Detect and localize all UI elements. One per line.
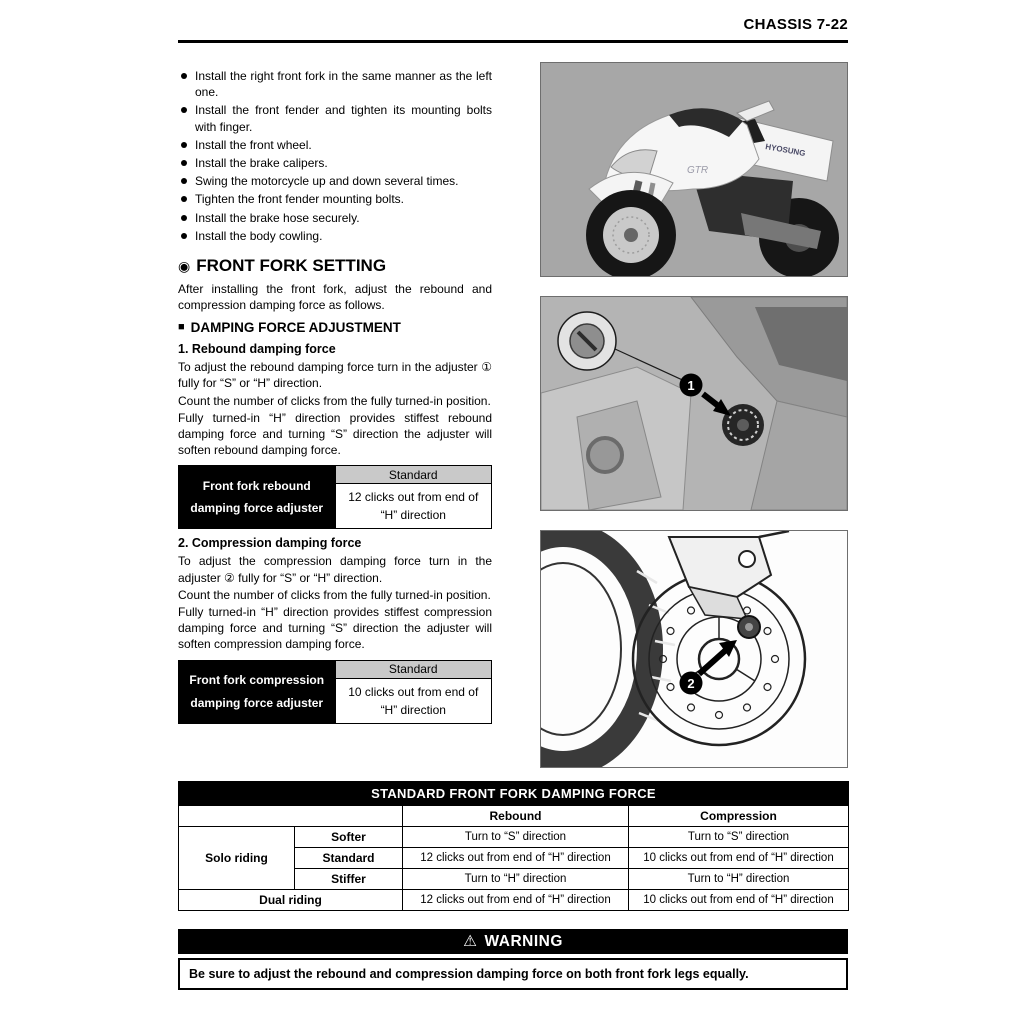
compression-value-cell: Turn to “S” direction	[629, 827, 849, 848]
section-marker-icon: ◉	[178, 257, 191, 274]
level-cell: Stiffer	[295, 869, 403, 890]
rebound-heading: 1. Rebound damping force	[178, 342, 336, 357]
rebound-table-value: 12 clicks out from end of “H” direction	[335, 484, 492, 529]
header-rule	[178, 40, 848, 43]
rebound-value-cell: Turn to “S” direction	[403, 827, 629, 848]
bullet-icon	[181, 160, 187, 166]
compression-table-label: Front fork compression damping force adjuster	[179, 660, 336, 723]
install-step-text: Install the right front fork in the same manner as the left one.	[195, 69, 492, 100]
bullet-icon	[181, 142, 187, 148]
table-row	[179, 660, 492, 678]
table-row	[179, 782, 849, 806]
install-step-text: Install the front wheel.	[195, 137, 312, 152]
figure-front-wheel-diagram	[540, 530, 848, 768]
empty-cell	[179, 806, 403, 827]
figure-fork-adjuster-diagram	[540, 296, 848, 511]
subsection-title: DAMPING FORCE ADJUSTMENT	[190, 320, 401, 336]
install-step-text: Install the brake hose securely.	[195, 210, 360, 225]
install-step-item	[178, 191, 492, 207]
callout-2-number: 2	[687, 676, 695, 691]
compression-heading: 2. Compression damping force	[178, 536, 362, 551]
bullet-icon	[181, 73, 187, 79]
chapter-page-number: CHASSIS 7-22	[743, 16, 848, 33]
rebound-table-header: Standard	[335, 466, 492, 484]
compression-paragraph: To adjust the compression damping force turn in the adjuster ② fully for “S” or “H” direction.	[178, 554, 492, 585]
rebound-paragraph: To adjust the rebound damping force turn in the adjuster ① fully for “S” or “H” direction.	[178, 360, 492, 391]
bullet-icon	[181, 215, 187, 221]
install-steps-list	[178, 68, 492, 244]
table-row	[179, 466, 492, 484]
axle-bolt	[588, 438, 622, 472]
tail-logo-text: HYOSUNG	[764, 142, 807, 158]
bleed-valve	[739, 551, 755, 567]
install-step-item	[178, 228, 492, 244]
install-step-text: Install the brake calipers.	[195, 155, 328, 170]
rebound-paragraph: Fully turned-in “H” direction provides stiffest rebound damping force and turning “S” direction the adjuster will soften rebound damping force.	[178, 410, 492, 458]
rebound-value-cell: 12 clicks out from end of “H” direction	[403, 848, 629, 869]
bullet-icon	[181, 178, 187, 184]
callout-1-number: 1	[687, 378, 695, 393]
compression-paragraph: Count the number of clicks from the fully turned-in position.	[178, 587, 491, 602]
rebound-adjuster-table	[178, 465, 492, 529]
fairing-logo-text: GTR	[687, 165, 709, 176]
section-title: FRONT FORK SETTING	[196, 255, 387, 275]
table-row	[179, 890, 849, 911]
motorcycle-photo	[541, 63, 847, 276]
level-cell: Standard	[295, 848, 403, 869]
damping-table-title: STANDARD FRONT FORK DAMPING FORCE	[179, 782, 849, 806]
rebound-value-cell: Turn to “H” direction	[403, 869, 629, 890]
bullet-icon	[181, 233, 187, 239]
rebound-column-header: Rebound	[403, 806, 629, 827]
install-step-item	[178, 68, 492, 100]
page-content	[178, 62, 848, 990]
standard-damping-force-table	[178, 781, 849, 911]
warning-icon: ⚠	[463, 933, 478, 950]
fork-adjuster-diagram	[541, 297, 847, 510]
bullet-icon	[181, 107, 187, 113]
bullet-icon	[181, 196, 187, 202]
section-heading	[178, 256, 492, 276]
subsection-heading	[178, 320, 492, 335]
square-marker-icon: ■	[178, 321, 185, 334]
rebound-paragraph: Count the number of clicks from the fully turned-in position.	[178, 393, 491, 408]
compression-table-value: 10 clicks out from end of “H” direction	[335, 678, 492, 723]
text-column	[178, 62, 492, 768]
compression-paragraph: Fully turned-in “H” direction provides stiffest compression damping force and turning “S” direction the adjuster will soften compression damping force.	[178, 604, 492, 652]
figure-column	[540, 62, 848, 768]
table-row	[179, 827, 849, 848]
compression-value-cell: 10 clicks out from end of “H” direction	[629, 848, 849, 869]
solo-riding-label: Solo riding	[179, 827, 295, 890]
install-step-item	[178, 155, 492, 171]
install-step-item	[178, 137, 492, 153]
compression-table-header: Standard	[335, 660, 492, 678]
rebound-table-label: Front fork rebound damping force adjuster	[179, 466, 336, 529]
front-wheel-diagram	[541, 531, 847, 767]
compression-value-cell: 10 clicks out from end of “H” direction	[629, 890, 849, 911]
table-row	[179, 806, 849, 827]
install-step-item	[178, 210, 492, 226]
install-step-item	[178, 102, 492, 134]
warning-section	[178, 929, 848, 990]
install-step-text: Tighten the front fender mounting bolts.	[195, 192, 405, 207]
level-cell: Softer	[295, 827, 403, 848]
figure-motorcycle-photo	[540, 62, 848, 277]
dual-riding-label: Dual riding	[179, 890, 403, 911]
install-step-text: Install the body cowling.	[195, 228, 323, 243]
warning-title: WARNING	[484, 933, 563, 950]
install-step-item	[178, 173, 492, 189]
warning-text: Be sure to adjust the rebound and compression damping force on both front fork legs equally.	[178, 958, 848, 990]
compression-adjuster-table	[178, 660, 492, 724]
warning-banner	[178, 929, 848, 954]
compression-value-cell: Turn to “H” direction	[629, 869, 849, 890]
page-header	[178, 16, 848, 33]
install-step-text: Install the front fender and tighten its mounting bolts with finger.	[195, 103, 492, 134]
install-step-text: Swing the motorcycle up and down several times.	[195, 174, 459, 189]
section-intro: After installing the front fork, adjust the rebound and compression damping force as follows.	[178, 281, 492, 313]
rebound-value-cell: 12 clicks out from end of “H” direction	[403, 890, 629, 911]
compression-column-header: Compression	[629, 806, 849, 827]
